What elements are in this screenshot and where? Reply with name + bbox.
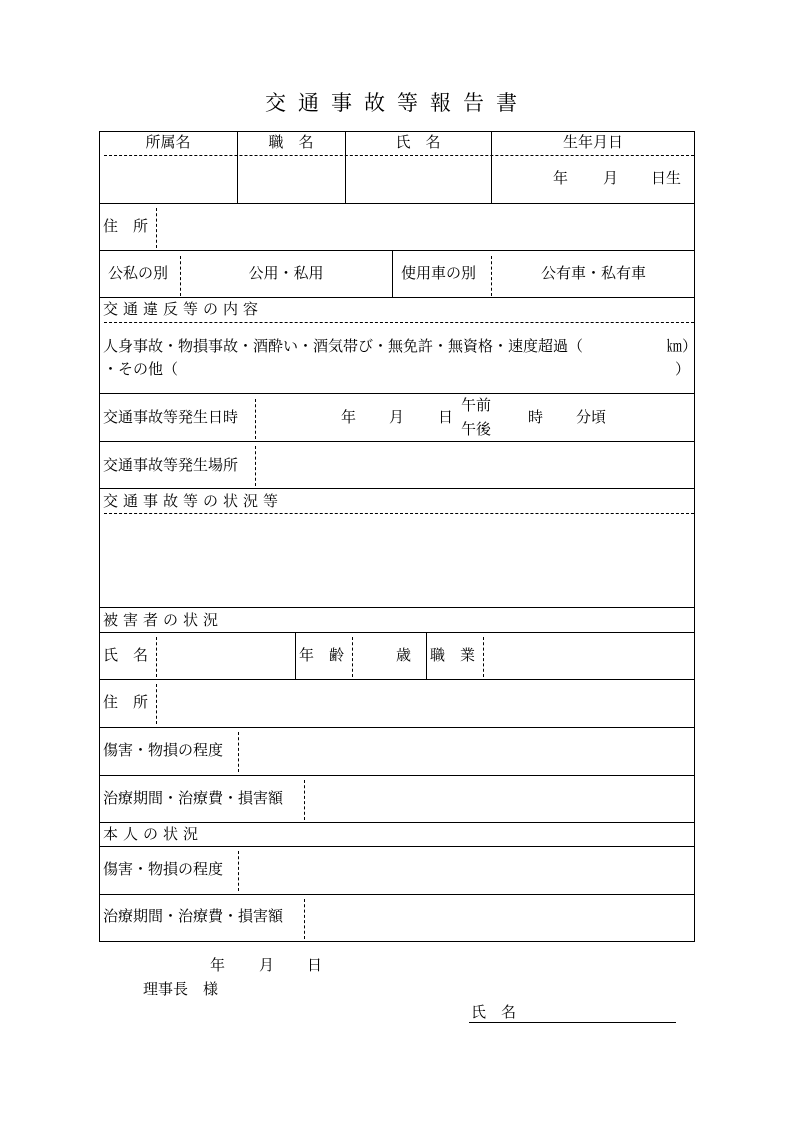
public-private-options[interactable]: 公用・私用: [248, 264, 324, 282]
victim-treatment-label: 治療期間・治療費・損害額: [103, 789, 284, 807]
minute-unit: 分頃: [576, 408, 607, 426]
signature-label: 氏 名: [471, 1003, 517, 1021]
place-field[interactable]: [257, 443, 693, 487]
self-injury-field[interactable]: [240, 848, 693, 893]
victim-injury-field[interactable]: [240, 729, 693, 774]
hour-unit: 時: [528, 408, 544, 426]
am-option[interactable]: 午前: [461, 396, 492, 414]
public-private-label: 公私の別: [108, 264, 169, 282]
victim-job-field[interactable]: [485, 634, 693, 678]
violation-heading: 交通違反等の内容: [103, 300, 264, 318]
situation-field[interactable]: [101, 516, 693, 606]
speed-unit: ㎞）: [667, 337, 698, 355]
footer-day-unit: 日: [307, 956, 323, 974]
datetime-label: 交通事故等発生日時: [103, 408, 239, 426]
victim-name-label: 氏 名: [103, 646, 149, 664]
name-field[interactable]: [346, 157, 490, 203]
pm-option[interactable]: 午後: [461, 420, 492, 438]
victim-job-label: 職 業: [430, 646, 476, 664]
self-treatment-field[interactable]: [306, 896, 693, 940]
signature-line[interactable]: [469, 1022, 676, 1023]
self-treatment-label: 治療期間・治療費・損害額: [103, 907, 284, 925]
position-field[interactable]: [238, 157, 344, 203]
vehicle-options[interactable]: 公有車・私有車: [540, 264, 646, 282]
victim-injury-label: 傷害・物損の程度: [103, 741, 224, 759]
recipient-label: 理事長 様: [143, 980, 219, 998]
date-month-unit: 月: [389, 408, 405, 426]
victim-heading: 被害者の状況: [103, 611, 224, 629]
birthdate-label: 生年月日: [562, 133, 623, 151]
violation-options-line1[interactable]: 人身事故・物損事故・酒酔い・酒気帯び・無免許・無資格・速度超過（: [103, 337, 584, 355]
name-label: 氏 名: [395, 133, 441, 151]
document-title: 交通事故等報告書: [265, 91, 529, 115]
victim-age-unit: 歳: [396, 646, 412, 664]
position-label: 職 名: [268, 133, 314, 151]
footer-year-unit: 年: [210, 956, 226, 974]
self-heading: 本人の状況: [103, 825, 204, 843]
birth-month-unit: 月: [603, 169, 619, 187]
birth-day-unit: 日生: [651, 169, 682, 187]
victim-name-field[interactable]: [158, 634, 294, 678]
vehicle-label: 使用車の別: [401, 264, 477, 282]
victim-address-label: 住 所: [103, 693, 149, 711]
situation-heading: 交通事故等の状況等: [103, 492, 284, 510]
date-year-unit: 年: [341, 408, 357, 426]
place-label: 交通事故等発生場所: [103, 456, 239, 474]
footer-month-unit: 月: [259, 956, 275, 974]
self-injury-label: 傷害・物損の程度: [103, 860, 224, 878]
affiliation-field[interactable]: [100, 157, 236, 203]
address-label: 住 所: [103, 217, 149, 235]
violation-other-line[interactable]: ・その他（: [103, 360, 179, 378]
affiliation-label: 所属名: [145, 133, 191, 151]
victim-age-label: 年 齢: [299, 646, 345, 664]
victim-treatment-field[interactable]: [306, 777, 693, 821]
violation-other-close: ）: [675, 360, 691, 378]
victim-address-field[interactable]: [158, 681, 693, 726]
date-day-unit: 日: [438, 408, 454, 426]
address-field[interactable]: [158, 205, 693, 248]
birth-year-unit: 年: [553, 169, 569, 187]
